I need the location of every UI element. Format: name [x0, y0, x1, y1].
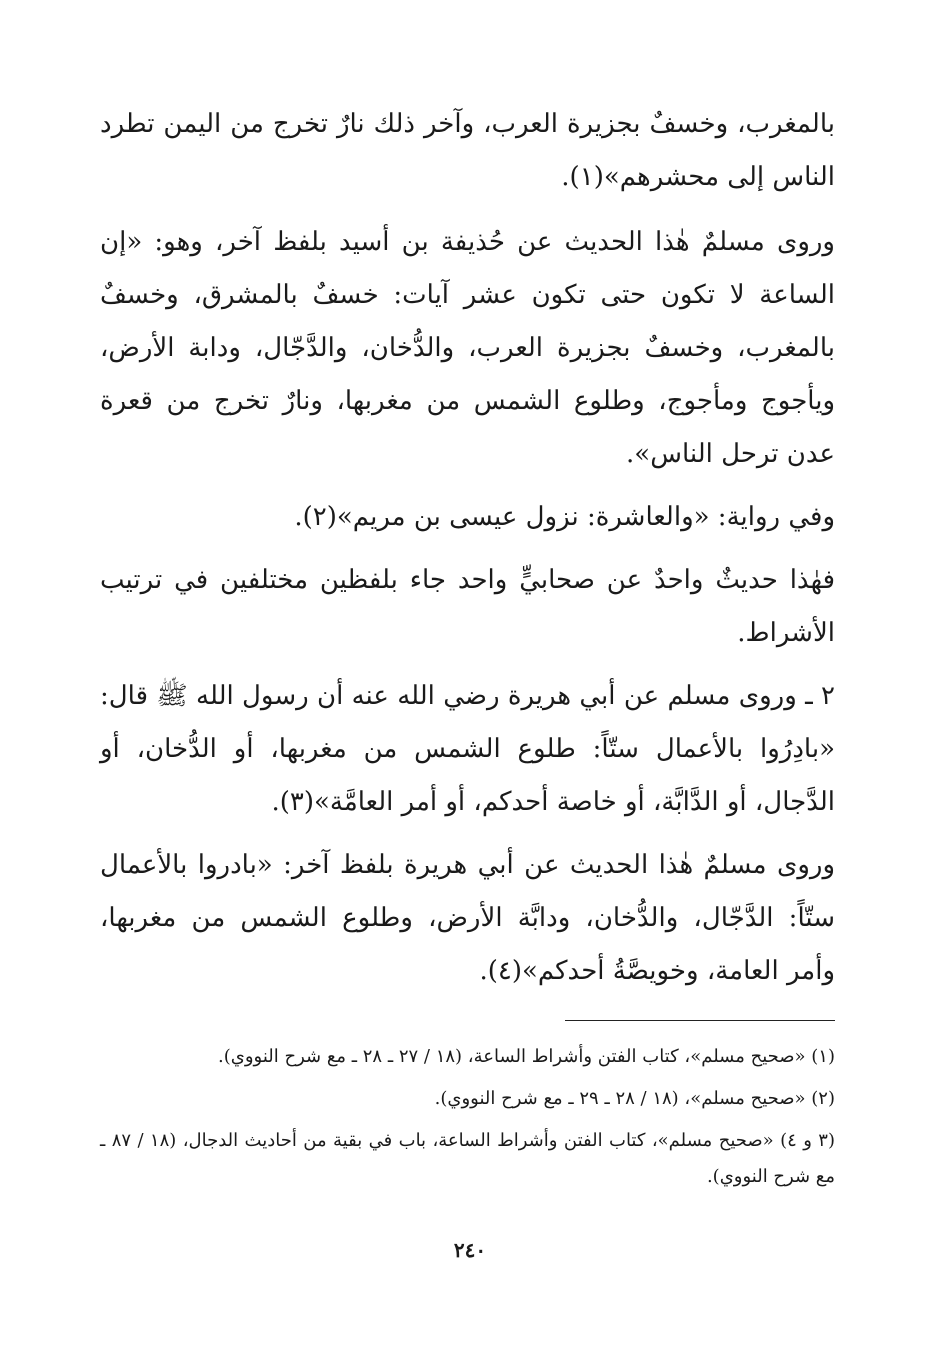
footnote-3: (٣ و ٤) «صحيح مسلم»، كتاب الفتن وأشراط الساعة، باب في بقية من أحاديث الدجال، (١٨ / ٨٧ ـ مع شرح النووي). — [100, 1130, 835, 1187]
footnote-2: (٢) «صحيح مسلم»، (١٨ / ٢٨ ـ ٢٩ ـ مع شرح النووي). — [434, 1088, 835, 1109]
body-paragraph-2: وروى مسلمٌ هٰذا الحديث عن حُذيفة بن أسيد بلفظ آخر، وهو: «إن الساعة لا تكون حتى تكون عشر آيات: خسفٌ بالمشرق، وخسفٌ بالمغرب، وخسفٌ بجزيرة العرب، والدُّخان، والدَّجّال، ودابة الأرض، ويأجوج ومأجوج، وطلوع الشمس من مغربها، ونارٌ تخرج من قعرة عدن ترحل الناس». — [100, 227, 835, 469]
footnote-divider — [565, 1020, 835, 1021]
footnote-1: (١) «صحيح مسلم»، كتاب الفتن وأشراط الساعة، (١٨ / ٢٧ ـ ٢٨ ـ مع شرح النووي). — [218, 1046, 835, 1067]
body-paragraph-3: وفي رواية: «والعاشرة: نزول عيسى بن مريم»(٢). — [294, 502, 835, 532]
body-paragraph-6: وروى مسلمٌ هٰذا الحديث عن أبي هريرة بلفظ آخر: «بادروا بالأعمال ستّاً: الدَّجّال، والدُّخان، ودابَّة الأرض، وطلوع الشمس من مغربها، وأمر العامة، وخويصَّةُ أحدكم»(٤). — [100, 850, 835, 986]
body-paragraph-5: ٢ ـ وروى مسلم عن أبي هريرة رضي الله عنه أن رسول الله ﷺ قال: «بادِرُوا بالأعمال ستّاً: طلوع الشمس من مغربها، أو الدُّخان، أو الدَّجال، أو الدَّابَّة، أو خاصة أحدكم، أو أمر العامَّة»(٣). — [100, 681, 835, 817]
body-paragraph-1: بالمغرب، وخسفٌ بجزيرة العرب، وآخر ذلك نارٌ تخرج من اليمن تطرد الناس إلى محشرهم»(١). — [100, 109, 835, 192]
page-number: ٢٤٠ — [453, 1238, 487, 1262]
page-content — [100, 98, 835, 1201]
footnote-divider-wrap — [100, 1008, 835, 1039]
body-paragraph-4: فهٰذا حديثٌ واحدٌ عن صحابيٍّ واحد جاء بلفظين مختلفين في ترتيب الأشراط. — [100, 565, 835, 648]
